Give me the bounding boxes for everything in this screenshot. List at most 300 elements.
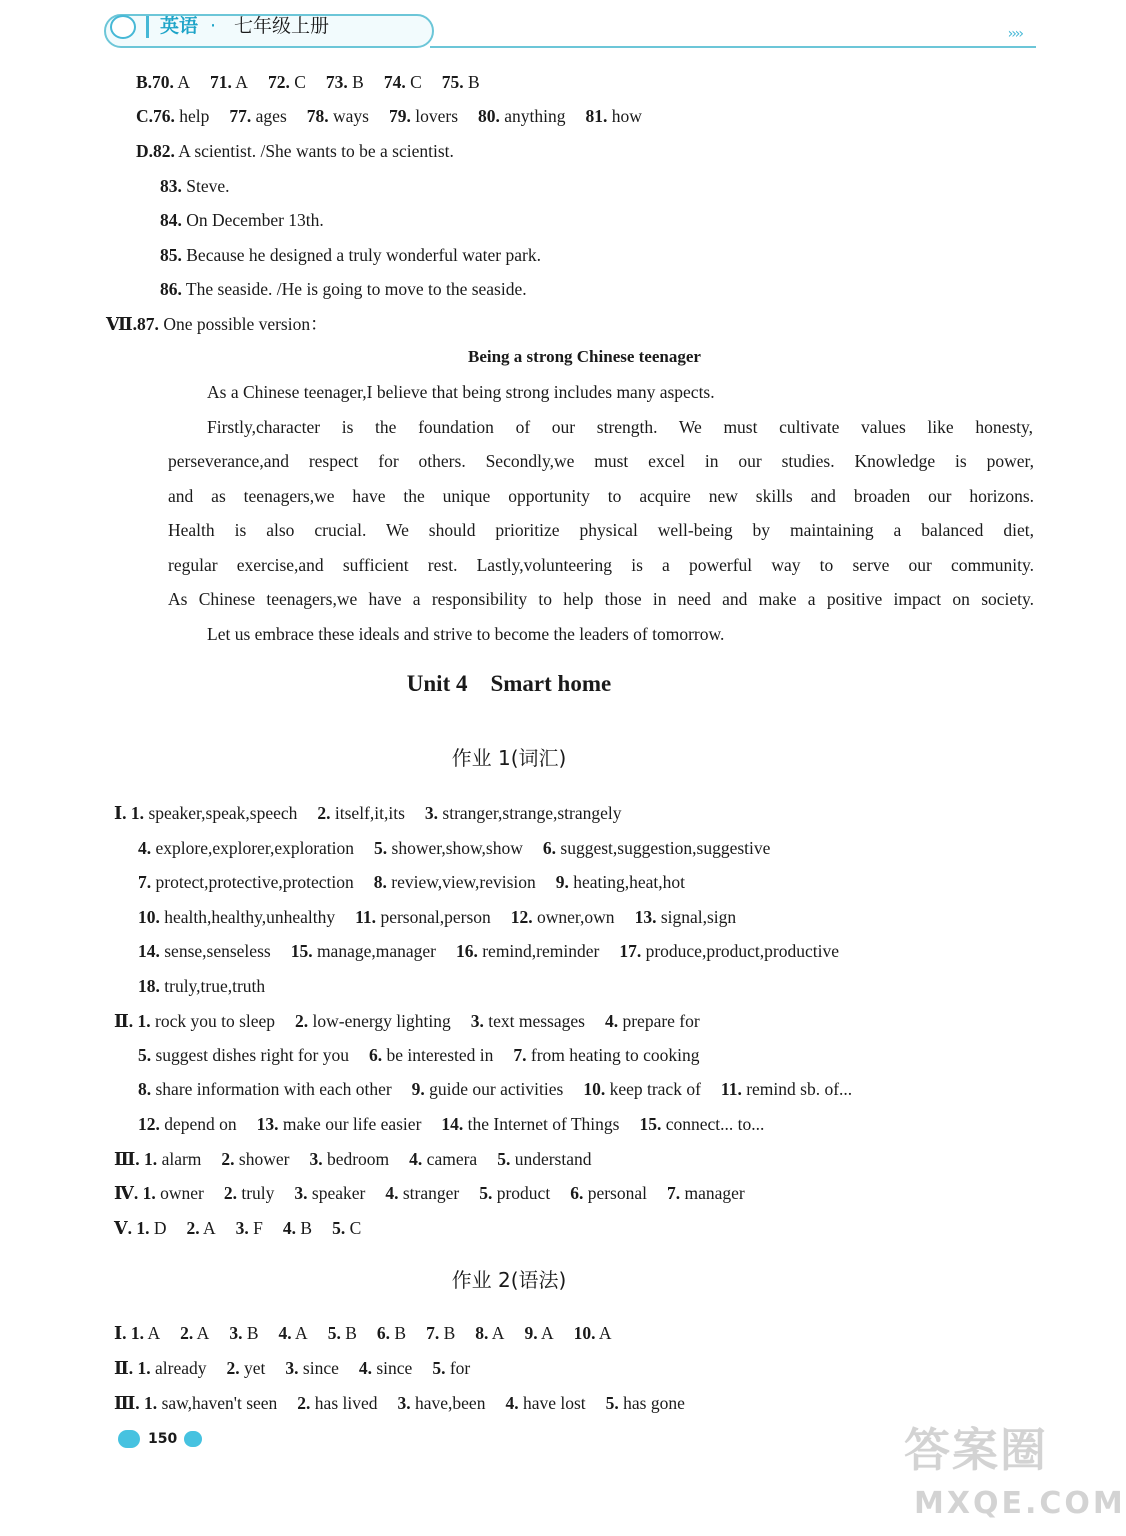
answer-item bbox=[574, 1323, 612, 1343]
answer-text: owner bbox=[155, 1183, 204, 1203]
answer-number: D.82. bbox=[136, 141, 175, 161]
answer-text: stranger bbox=[398, 1183, 460, 1203]
answer-text: A bbox=[193, 1323, 210, 1343]
answer-item bbox=[257, 1114, 422, 1134]
answer-item bbox=[478, 106, 566, 126]
answer-item bbox=[210, 72, 248, 92]
answer-text: remind,reminder bbox=[477, 941, 600, 961]
answer-number: 11. bbox=[720, 1079, 742, 1099]
essay-line: regular exercise,and sufficient rest. Lastly,volunteering is a powerful way to serve our community. bbox=[168, 555, 1034, 575]
page-number: 150 bbox=[148, 1431, 178, 1447]
answer-line-d bbox=[160, 245, 541, 265]
answer-item bbox=[425, 803, 622, 823]
answer-item bbox=[332, 1218, 361, 1238]
answer-number: 74. bbox=[383, 72, 406, 92]
answer-item bbox=[570, 1183, 647, 1203]
answer-text: camera bbox=[422, 1149, 478, 1169]
answer-number: 4. bbox=[409, 1149, 423, 1169]
answer-number: 80. bbox=[478, 106, 500, 126]
answer-text: from heating to cooking bbox=[526, 1045, 700, 1065]
hw2-answer-line bbox=[114, 1323, 612, 1343]
answer-item bbox=[385, 1183, 459, 1203]
answer-text: alarm bbox=[157, 1149, 202, 1169]
answer-text: share information with each other bbox=[151, 1079, 392, 1099]
answer-text: The seaside. /He is going to move to the seaside. bbox=[181, 279, 527, 299]
answer-item bbox=[114, 1011, 275, 1031]
answer-text: lovers bbox=[410, 106, 459, 126]
answer-number: 3. bbox=[397, 1393, 411, 1413]
answer-text: F bbox=[248, 1218, 263, 1238]
answer-number: 3. bbox=[229, 1323, 243, 1343]
answer-number: 3. bbox=[294, 1183, 308, 1203]
answer-number: 5. bbox=[138, 1045, 152, 1065]
answer-number: 3. bbox=[309, 1149, 323, 1169]
answer-text: guide our activities bbox=[424, 1079, 564, 1099]
answer-text: remind sb. of... bbox=[741, 1079, 853, 1099]
answer-text: the Internet of Things bbox=[463, 1114, 620, 1134]
answer-text: A bbox=[231, 72, 248, 92]
answer-item bbox=[160, 279, 527, 299]
answer-number: 17. bbox=[619, 941, 642, 961]
answer-item bbox=[180, 1323, 209, 1343]
answer-line-b bbox=[136, 72, 480, 92]
answer-text: protect,protective,protection bbox=[151, 872, 354, 892]
answer-text: since bbox=[371, 1358, 413, 1378]
answer-number: 8. bbox=[138, 1079, 152, 1099]
answer-number: 5. bbox=[497, 1149, 511, 1169]
answer-item bbox=[138, 1045, 349, 1065]
answer-item bbox=[138, 907, 335, 927]
answer-number: 11. bbox=[355, 907, 377, 927]
answer-text: product bbox=[492, 1183, 551, 1203]
answer-item bbox=[328, 1323, 357, 1343]
answer-item bbox=[309, 1149, 389, 1169]
answer-item bbox=[138, 1114, 237, 1134]
essay-line: As Chinese teenagers,we have a responsibility to help those in need and make a positive impact on society. bbox=[168, 589, 1034, 609]
answer-line-c bbox=[136, 106, 642, 126]
answer-number: B.70. bbox=[136, 72, 174, 92]
answer-text: manager bbox=[680, 1183, 745, 1203]
answer-item bbox=[114, 1149, 201, 1169]
footer-dot-icon bbox=[118, 1430, 140, 1448]
answer-text: signal,sign bbox=[656, 907, 737, 927]
header-divider bbox=[146, 16, 149, 38]
essay-line: As a Chinese teenager,I believe that being strong includes many aspects. bbox=[207, 382, 715, 402]
hw1-answer-line bbox=[138, 907, 736, 927]
answer-number: Ⅳ. 1. bbox=[114, 1183, 156, 1203]
answer-item bbox=[511, 907, 615, 927]
answer-text: personal,person bbox=[376, 907, 491, 927]
hw1-answer-line bbox=[138, 1045, 700, 1065]
answer-number: 75. bbox=[441, 72, 464, 92]
answer-text: A scientist. /She wants to be a scientist. bbox=[174, 141, 454, 161]
answer-text: B bbox=[340, 1323, 357, 1343]
answer-text: speaker bbox=[307, 1183, 366, 1203]
answer-text: C bbox=[345, 1218, 362, 1238]
answer-item bbox=[114, 1183, 204, 1203]
answer-number: 2. bbox=[297, 1393, 311, 1413]
answer-number: 3. bbox=[285, 1358, 299, 1378]
header-rule bbox=[430, 46, 1036, 48]
answer-number: 2. bbox=[221, 1149, 235, 1169]
answer-number: 9. bbox=[555, 872, 569, 892]
answer-text: A bbox=[144, 1323, 161, 1343]
answer-number: 86. bbox=[160, 279, 182, 299]
answer-item bbox=[285, 1358, 338, 1378]
answer-number: 4. bbox=[282, 1218, 297, 1238]
answer-number: 73. bbox=[325, 72, 348, 92]
answer-number: 13. bbox=[634, 907, 657, 927]
answer-number: 15. bbox=[290, 941, 313, 961]
answer-item bbox=[355, 907, 491, 927]
answer-number: 78. bbox=[306, 106, 329, 126]
answer-line-d bbox=[160, 279, 527, 299]
answer-number: 77. bbox=[229, 106, 252, 126]
answer-number: 5. bbox=[327, 1323, 341, 1343]
answer-item bbox=[475, 1323, 504, 1343]
answer-text: text messages bbox=[483, 1011, 585, 1031]
answer-item bbox=[138, 838, 354, 858]
answer-number: 7. bbox=[513, 1045, 527, 1065]
answer-line-d bbox=[160, 210, 324, 230]
hw1-answer-line bbox=[138, 1079, 852, 1099]
answer-number: 14. bbox=[138, 941, 160, 961]
answer-text: keep track of bbox=[605, 1079, 701, 1099]
answer-text: shower,show,show bbox=[387, 838, 523, 858]
hw1-answer-line bbox=[114, 803, 621, 823]
answer-item bbox=[136, 141, 454, 161]
answer-number: 4. bbox=[278, 1323, 292, 1343]
footer-dot-icon bbox=[184, 1431, 202, 1447]
answer-item bbox=[409, 1149, 477, 1169]
answer-number: 6. bbox=[542, 838, 557, 858]
answer-text: truly bbox=[236, 1183, 275, 1203]
answer-item bbox=[224, 1183, 275, 1203]
hw1-answer-line bbox=[138, 941, 839, 961]
answer-item bbox=[374, 838, 523, 858]
answer-text: explore,explorer,exploration bbox=[151, 838, 355, 858]
answer-text: itself,it,its bbox=[330, 803, 405, 823]
answer-item bbox=[268, 72, 306, 92]
answer-number: 7. bbox=[426, 1323, 440, 1343]
answer-text: ways bbox=[328, 106, 369, 126]
answer-line-vii bbox=[106, 314, 328, 334]
answer-number: 4. bbox=[138, 838, 152, 858]
answer-text: yet bbox=[239, 1358, 266, 1378]
answer-number: 3. bbox=[470, 1011, 484, 1031]
answer-item bbox=[160, 176, 230, 196]
answer-number: 9. bbox=[524, 1323, 538, 1343]
answer-number: 8. bbox=[475, 1323, 489, 1343]
answer-item bbox=[160, 245, 541, 265]
answer-text: One possible version： bbox=[158, 314, 328, 334]
answer-text: low-energy lighting bbox=[308, 1011, 451, 1031]
answer-item bbox=[639, 1114, 764, 1134]
answer-number: 5. bbox=[479, 1183, 493, 1203]
answer-item bbox=[291, 941, 436, 961]
answer-text: A bbox=[488, 1323, 505, 1343]
watermark-logo bbox=[900, 1423, 1126, 1530]
answer-number: 4. bbox=[358, 1358, 372, 1378]
answer-number: 2. bbox=[317, 803, 331, 823]
answer-text: since bbox=[298, 1358, 339, 1378]
answer-item bbox=[279, 1323, 308, 1343]
answer-item bbox=[721, 1079, 852, 1099]
answer-number: 10. bbox=[138, 907, 160, 927]
answer-number: 5. bbox=[332, 1218, 346, 1238]
answer-text: shower bbox=[234, 1149, 290, 1169]
answer-number: 10. bbox=[583, 1079, 606, 1099]
answer-text: B bbox=[242, 1323, 259, 1343]
answer-number: 9. bbox=[411, 1079, 425, 1099]
hw2-answer-line bbox=[114, 1393, 685, 1413]
answer-number: 5. bbox=[432, 1358, 446, 1378]
answer-number: 13. bbox=[256, 1114, 279, 1134]
answer-number: 6. bbox=[368, 1045, 383, 1065]
essay-line: Let us embrace these ideals and strive to become the leaders of tomorrow. bbox=[207, 624, 725, 644]
essay-line: Firstly,character is the foundation of our strength. We must cultivate values like honesty, bbox=[207, 417, 1033, 437]
answer-item bbox=[221, 1149, 289, 1169]
answer-text: personal bbox=[583, 1183, 647, 1203]
answer-text: depend on bbox=[159, 1114, 237, 1134]
answer-item bbox=[426, 1323, 455, 1343]
unit-title: Unit 4 Smart home bbox=[406, 671, 612, 696]
answer-number: 5. bbox=[374, 838, 388, 858]
answer-text: make our life easier bbox=[278, 1114, 422, 1134]
answer-item bbox=[106, 314, 328, 334]
answer-number: 85. bbox=[160, 245, 182, 265]
answer-text: already bbox=[150, 1358, 207, 1378]
answer-item bbox=[456, 941, 599, 961]
answer-number: C.76. bbox=[136, 106, 175, 126]
answer-number: 12. bbox=[138, 1114, 160, 1134]
answer-item bbox=[317, 803, 405, 823]
answer-text: speaker,speak,speech bbox=[144, 803, 298, 823]
answer-number: Ⅲ. 1. bbox=[114, 1149, 158, 1169]
answer-number: 4. bbox=[385, 1183, 399, 1203]
answer-text: saw,haven't seen bbox=[157, 1393, 278, 1413]
answer-text: B bbox=[390, 1323, 407, 1343]
answer-item bbox=[294, 1183, 365, 1203]
answer-text: B bbox=[347, 72, 364, 92]
answer-item bbox=[359, 1358, 412, 1378]
answer-text: be interested in bbox=[382, 1045, 494, 1065]
answer-text: On December 13th. bbox=[181, 210, 324, 230]
answer-item bbox=[297, 1393, 377, 1413]
answer-text: have lost bbox=[518, 1393, 586, 1413]
homework-2-title: 作业 2(语法) bbox=[451, 1268, 567, 1292]
answer-item bbox=[138, 976, 265, 996]
answer-item bbox=[605, 1011, 700, 1031]
answer-text: B bbox=[439, 1323, 456, 1343]
answer-item bbox=[229, 106, 286, 126]
answer-number: Ⅱ. 1. bbox=[114, 1358, 151, 1378]
essay-line: Health is also crucial. We should prioritize physical well-being by maintaining a balanced diet, bbox=[168, 520, 1034, 540]
answer-item bbox=[556, 872, 685, 892]
answer-text: produce,product,productive bbox=[641, 941, 839, 961]
answer-text: A bbox=[595, 1323, 612, 1343]
answer-text: A bbox=[199, 1218, 216, 1238]
header-grade: 七年级上册 bbox=[234, 15, 330, 37]
answer-item bbox=[471, 1011, 585, 1031]
answer-item bbox=[619, 941, 839, 961]
answer-number: 84. bbox=[160, 210, 182, 230]
answer-item bbox=[384, 72, 422, 92]
answer-text: connect... to... bbox=[661, 1114, 765, 1134]
answer-number: 4. bbox=[505, 1393, 519, 1413]
answer-item bbox=[114, 803, 297, 823]
answer-number: Ⅰ. 1. bbox=[114, 803, 145, 823]
answer-text: how bbox=[607, 106, 642, 126]
answer-number: 15. bbox=[639, 1114, 662, 1134]
answer-item bbox=[586, 106, 642, 126]
answer-item bbox=[114, 1218, 166, 1238]
answer-text: Because he designed a truly wonderful water park. bbox=[181, 245, 541, 265]
answer-text: A bbox=[537, 1323, 554, 1343]
answer-text: bedroom bbox=[322, 1149, 390, 1169]
essay-title: Being a strong Chinese teenager bbox=[468, 347, 701, 366]
answer-item bbox=[505, 1393, 585, 1413]
answer-number: Ⅱ. 1. bbox=[114, 1011, 151, 1031]
answer-item bbox=[114, 1358, 207, 1378]
answer-item bbox=[227, 1358, 266, 1378]
answer-number: 2. bbox=[226, 1358, 240, 1378]
answer-number: Ⅰ. 1. bbox=[114, 1323, 145, 1343]
answer-number: Ⅲ. 1. bbox=[114, 1393, 158, 1413]
answer-item bbox=[369, 1045, 493, 1065]
hw2-answer-line bbox=[114, 1358, 470, 1378]
answer-number: 14. bbox=[441, 1114, 464, 1134]
answer-text: D bbox=[149, 1218, 167, 1238]
answer-item bbox=[186, 1218, 215, 1238]
answer-item bbox=[441, 1114, 619, 1134]
answer-number: 6. bbox=[570, 1183, 584, 1203]
answer-item bbox=[432, 1358, 470, 1378]
answer-text: manage,manager bbox=[312, 941, 436, 961]
answer-number: 16. bbox=[455, 941, 478, 961]
answer-number: 3. bbox=[235, 1218, 249, 1238]
answer-text: heating,heat,hot bbox=[568, 872, 686, 892]
answer-text: B bbox=[296, 1218, 313, 1238]
answer-text: suggest,suggestion,suggestive bbox=[556, 838, 771, 858]
answer-number: 8. bbox=[373, 872, 387, 892]
answer-item bbox=[374, 872, 536, 892]
answer-item bbox=[229, 1323, 258, 1343]
hw1-answer-line bbox=[114, 1218, 361, 1238]
answer-number: Ⅶ.87. bbox=[106, 314, 159, 334]
answer-number: 79. bbox=[388, 106, 411, 126]
answer-item bbox=[136, 106, 209, 126]
answer-number: 2. bbox=[180, 1323, 194, 1343]
answer-number: 3. bbox=[424, 803, 439, 823]
answer-text: review,view,revision bbox=[386, 872, 536, 892]
answer-item bbox=[479, 1183, 550, 1203]
answer-text: owner,own bbox=[532, 907, 615, 927]
answer-text: anything bbox=[499, 106, 566, 126]
answer-number: 18. bbox=[138, 976, 160, 996]
answer-item bbox=[295, 1011, 451, 1031]
hw1-answer-line bbox=[138, 976, 265, 996]
answer-line-d bbox=[136, 141, 454, 161]
answer-text: truly,true,truth bbox=[159, 976, 266, 996]
answer-text: ages bbox=[251, 106, 287, 126]
answer-text: suggest dishes right for you bbox=[151, 1045, 349, 1065]
answer-item bbox=[138, 1079, 392, 1099]
answer-item bbox=[497, 1149, 591, 1169]
answer-text: A bbox=[291, 1323, 308, 1343]
answer-item bbox=[160, 210, 324, 230]
answer-item bbox=[524, 1323, 553, 1343]
answer-number: 83. bbox=[160, 176, 182, 196]
answer-text: has gone bbox=[618, 1393, 685, 1413]
answer-item bbox=[583, 1079, 701, 1099]
answer-number: 4. bbox=[604, 1011, 619, 1031]
answer-item bbox=[513, 1045, 699, 1065]
answer-text: rock you to sleep bbox=[150, 1011, 276, 1031]
answer-item bbox=[136, 72, 190, 92]
answer-item bbox=[667, 1183, 745, 1203]
answer-item bbox=[326, 72, 364, 92]
answer-item bbox=[377, 1323, 406, 1343]
answer-item bbox=[114, 1323, 160, 1343]
answer-text: health,healthy,unhealthy bbox=[159, 907, 336, 927]
answer-item bbox=[606, 1393, 685, 1413]
hw1-answer-line bbox=[114, 1011, 700, 1031]
header-subject: 英语 bbox=[160, 15, 199, 37]
hw1-answer-line bbox=[114, 1149, 591, 1169]
hw1-answer-line bbox=[114, 1183, 745, 1203]
answer-number: 2. bbox=[223, 1183, 237, 1203]
answer-text: have,been bbox=[410, 1393, 486, 1413]
essay-line: and as teenagers,we have the unique opportunity to acquire new skills and broaden our horizons. bbox=[168, 486, 1034, 506]
answer-text: C bbox=[405, 72, 422, 92]
answer-item bbox=[307, 106, 369, 126]
answer-item bbox=[389, 106, 458, 126]
answer-text: stranger,strange,strangely bbox=[438, 803, 622, 823]
answer-text: prepare for bbox=[618, 1011, 700, 1031]
answer-number: Ⅴ. 1. bbox=[114, 1218, 150, 1238]
hw1-answer-line bbox=[138, 872, 685, 892]
answer-number: 81. bbox=[585, 106, 608, 126]
answer-text: has lived bbox=[310, 1393, 378, 1413]
answer-item bbox=[283, 1218, 312, 1238]
answer-text: C bbox=[289, 72, 306, 92]
answer-line-d bbox=[160, 176, 230, 196]
answer-item bbox=[138, 941, 271, 961]
answer-item bbox=[442, 72, 480, 92]
hw1-answer-line bbox=[138, 838, 770, 858]
answer-text: Steve. bbox=[181, 176, 230, 196]
answer-text: sense,senseless bbox=[159, 941, 271, 961]
hw1-answer-line bbox=[138, 1114, 764, 1134]
essay-line: perseverance,and respect for others. Secondly,we must excel in our studies. Knowledge is power, bbox=[168, 451, 1034, 471]
homework-1-title: 作业 1(词汇) bbox=[451, 746, 567, 770]
answer-number: 5. bbox=[605, 1393, 619, 1413]
watermark-text: 答案圈 bbox=[904, 1423, 1048, 1477]
answer-item bbox=[398, 1393, 486, 1413]
answer-item bbox=[412, 1079, 564, 1099]
answer-number: 71. bbox=[210, 72, 232, 92]
answer-item bbox=[138, 872, 354, 892]
answer-number: 7. bbox=[138, 872, 152, 892]
answer-text: B bbox=[463, 72, 480, 92]
answer-number: 10. bbox=[573, 1323, 596, 1343]
watermark-url: MXQE.COM bbox=[914, 1486, 1126, 1521]
answer-number: 72. bbox=[267, 72, 290, 92]
answer-item bbox=[236, 1218, 263, 1238]
answer-item bbox=[635, 907, 737, 927]
answer-text: understand bbox=[510, 1149, 592, 1169]
